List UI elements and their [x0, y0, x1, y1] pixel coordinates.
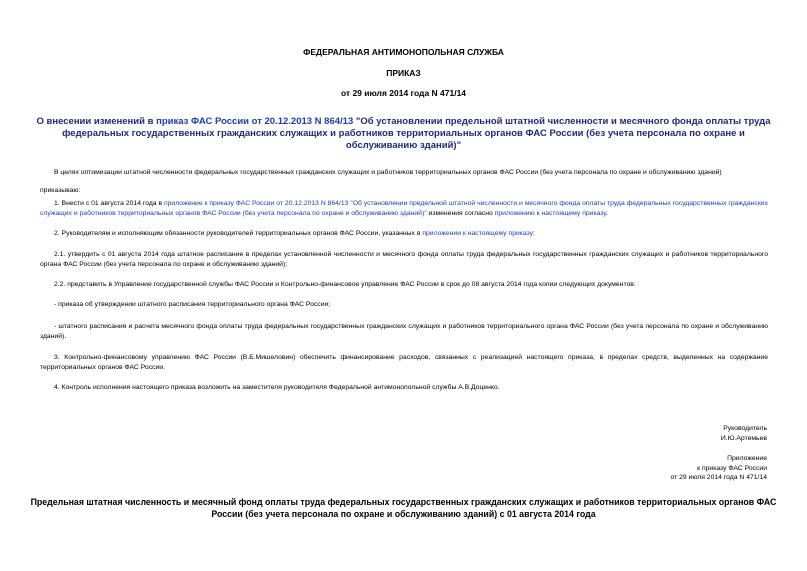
appendix-ref-line-1: Приложение — [727, 455, 767, 462]
doc-date-number: от 29 июля 2014 года N 471/14 — [340, 88, 467, 98]
item-2-paragraph — [40, 229, 768, 239]
appendix-ref-line-3: от 29 июля 2014 года N 471/14 — [670, 474, 767, 481]
appendix-reference — [670, 454, 767, 483]
item-1-text-c: . — [606, 210, 608, 217]
signature-block — [721, 424, 767, 443]
item-1-text-b: изменения согласно — [426, 210, 495, 217]
intro-paragraph: В целях оптимизации штатной численности федеральных государственных гражданских служащих и работников территориальных органов ФАС России (без учета персонала по охране и обслуживанию зданий) — [54, 169, 722, 176]
order-title — [30, 116, 777, 152]
order-word: приказываю: — [40, 187, 81, 194]
item-2-annex-link[interactable]: приложении к настоящему приказу — [422, 230, 534, 237]
item-2-1-paragraph: 2.1. утвердить с 01 августа 2014 года штатное расписание в пределах установленной численности и месячного фонда оплаты труда федеральных государственных гражданских служащих и работников территориального органа ФАС России (без учета персонала по охране и обслуживанию зданий); — [40, 251, 768, 268]
title-rest: "Об установлении предельной штатной численности и месячного фонда оплаты труда федеральных государственных гражданских служащих и работников территориальных органов ФАС России (без учета персонала по охране и обслуживанию зданий)" — [62, 116, 771, 151]
item-1-text-a: 1. Внести с 01 августа 2014 года в — [54, 200, 164, 207]
appendix-ref-line-2: к приказу ФАС России — [697, 464, 767, 472]
signature-name: И.Ю.Артемьев — [720, 434, 767, 442]
agency-name: ФЕДЕРАЛЬНАЯ АНТИМОНОПОЛЬНАЯ СЛУЖБА — [303, 47, 504, 57]
bullet-1-paragraph: - приказа об утверждении штатного расписания территориального органа ФАС России; — [54, 301, 331, 308]
item-2-text-a: 2. Руководителям и исполняющим обязанности руководителей территориальных органов ФАС России, указанных в — [54, 230, 423, 237]
item-1-appendix-link[interactable]: приложение к приказу ФАС России от 20.12.2013 N 864/13 "Об установлении предельной штатной численности и месячного фонда оплаты труда федеральных государственных гражданских служащих и работников территориальных органов ФАС России (без учета персонала по охране и обслуживанию зданий)" — [40, 200, 768, 217]
item-1-paragraph — [40, 199, 768, 219]
item-2-2-paragraph: 2.2. представить в Управление государственной службы ФАС России и Контрольно-финансовое управление ФАС России в срок до 08 августа 2014 года копии следующих документов: — [54, 281, 636, 288]
title-order-link[interactable]: приказ ФАС России от 20.12.2013 N 864/13 — [156, 116, 354, 127]
item-3-paragraph: 3. Контрольно-финансовому управлению ФАС России (В.Б.Мишеловин) обеспечить финансирование расходов, связанных с реализацией настоящего приказа, в пределах средств, выделенных на содержание территориальных органов ФАС России. — [40, 354, 768, 371]
signature-position: Руководитель — [723, 425, 767, 432]
item-2-text-b: : — [533, 230, 535, 237]
title-prefix: О внесении изменений в — [36, 116, 157, 127]
bullet-2-paragraph: - штатного расписания и расчета месячного фонда оплаты труда федеральных государственных гражданских служащих и работников территориального органа ФАС России (без учета персонала по охране и обслуживанию зданий). — [40, 323, 768, 340]
item-1-annex-link[interactable]: приложению к настоящему приказу — [494, 210, 607, 217]
appendix-title: Предельная штатная численность и месячный фонд оплаты труда федеральных государственных гражданских служащих и работников территориальных органов ФАС России (без учета персонала по охране и обслуживанию зданий) с 01 августа 2014 года — [30, 497, 777, 519]
item-4-paragraph: 4. Контроль исполнения настоящего приказа возложить на заместителя руководителя Федеральной антимонопольной службы А.В.Доценко. — [54, 384, 500, 391]
doc-type: ПРИКАЗ — [386, 68, 421, 78]
